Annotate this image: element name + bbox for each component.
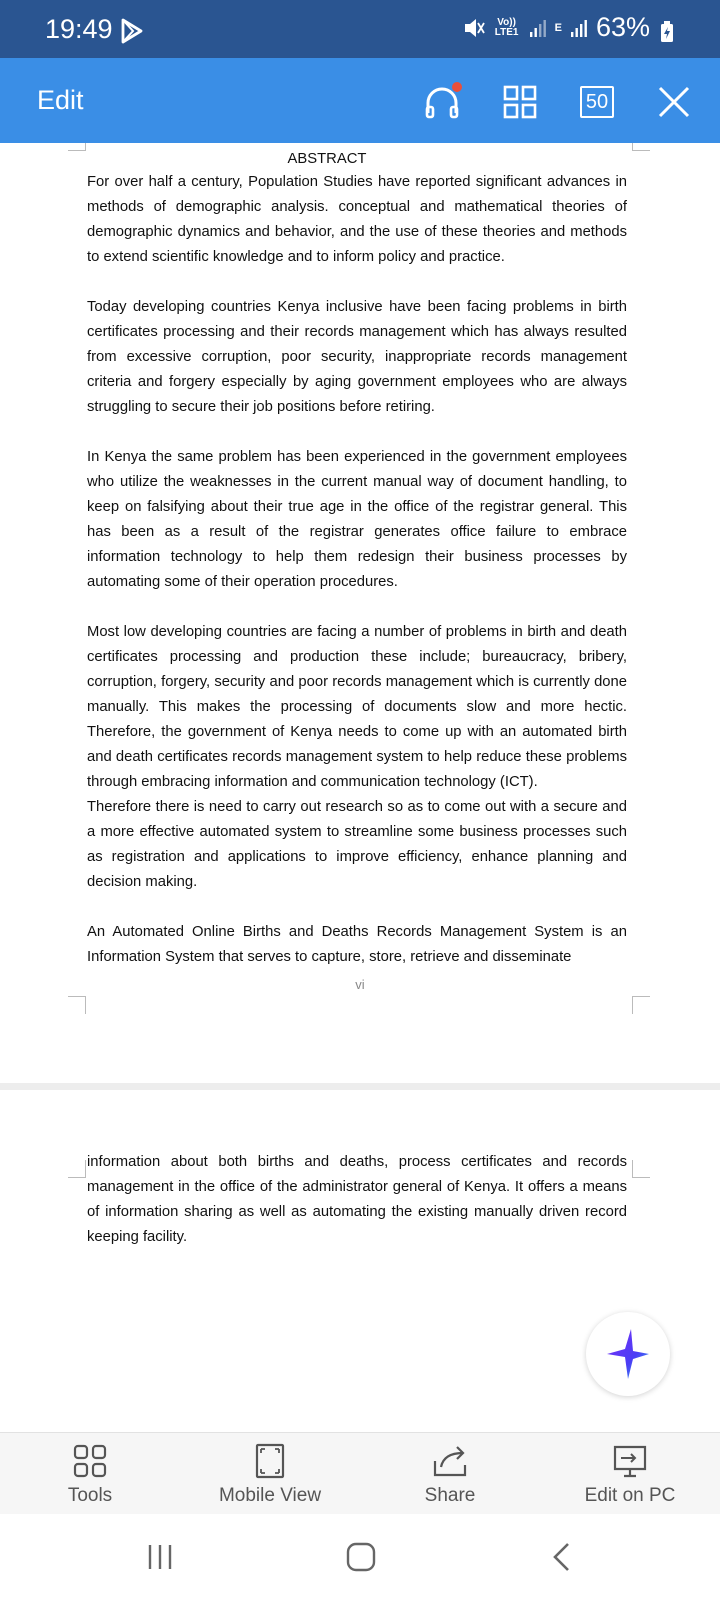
- paragraph: An Automated Online Births and Deaths Records Management System is an Information System that serves to capture, store, retrieve and disseminate: [87, 924, 627, 965]
- signal-icon-2: [570, 18, 588, 38]
- status-icons: [463, 12, 650, 43]
- edit-on-pc-label: Edit on PC: [584, 1485, 676, 1506]
- page-number: vi: [355, 977, 365, 992]
- paragraph: In Kenya the same problem has been experienced in the government employees who utilize the weaknesses in the current manual way of document handling, to keep on falsifying about their true age in the office of the registrar general. This has been as a result of the registrar generates office failure to embrace information technology to help them redesign their business processes by automating some of their operation procedures.: [87, 449, 627, 590]
- crop-mark: [68, 143, 86, 151]
- page-1-text: [87, 170, 627, 970]
- monitor-icon: [611, 1443, 649, 1479]
- close-icon: [657, 85, 691, 119]
- document-view[interactable]: [0, 143, 720, 1432]
- system-nav-bar: [0, 1514, 720, 1600]
- edit-on-pc-button[interactable]: [540, 1433, 720, 1514]
- recent-apps-button[interactable]: [140, 1540, 180, 1574]
- play-store-icon: [120, 18, 144, 49]
- listen-button[interactable]: [418, 78, 466, 126]
- mobile-view-label: Mobile View: [218, 1485, 322, 1506]
- network-label: Vo)) LTE1: [494, 16, 519, 38]
- tools-label: Tools: [67, 1485, 113, 1506]
- status-time: 19:49: [45, 14, 113, 44]
- mute-icon: [463, 16, 485, 40]
- crop-mark: [632, 143, 650, 151]
- crop-mark: [68, 1160, 86, 1178]
- ai-assistant-button[interactable]: [586, 1312, 670, 1396]
- grid-icon: [502, 84, 538, 120]
- back-button[interactable]: [542, 1540, 582, 1574]
- notification-badge: [452, 82, 462, 92]
- paragraph: Therefore there is need to carry out research so as to come out with a secure and a more effective automated system to streamline some business processes such as registration and applications to improve efficiency, enhance planning and decision making.: [87, 799, 627, 890]
- page-count-button[interactable]: [573, 78, 621, 126]
- sparkle-icon: [605, 1327, 651, 1381]
- home-icon: [346, 1542, 376, 1572]
- page-count: 50: [580, 86, 614, 118]
- crop-mark: [68, 996, 86, 1014]
- mobile-view-icon: [252, 1443, 288, 1479]
- grid-view-button[interactable]: [496, 78, 544, 126]
- tools-icon: [72, 1443, 108, 1479]
- battery-percent: 63%: [595, 12, 650, 42]
- tools-button[interactable]: [0, 1433, 180, 1514]
- crop-mark: [632, 996, 650, 1014]
- recent-apps-icon: [145, 1543, 175, 1571]
- share-button[interactable]: [360, 1433, 540, 1514]
- close-button[interactable]: [650, 78, 698, 126]
- page-2-text: [87, 1150, 627, 1250]
- signal-icon-1: [529, 18, 547, 38]
- abstract-heading: ABSTRACT: [287, 151, 367, 167]
- battery-icon: [660, 21, 674, 48]
- paragraph: For over half a century, Population Studies have reported significant advances in methods of demographic analysis. conceptual and mathematical theories of demographic dynamics and behavior, and the use of these theories and methods to extend scientific knowledge and to inform policy and practice.: [87, 174, 627, 265]
- page-separator: [0, 1083, 720, 1090]
- app-title: Edit: [37, 85, 84, 115]
- share-icon: [431, 1443, 469, 1479]
- paragraph: information about both births and deaths, process certificates and records management in the office of the administrator general of Kenya. It offers a means of information sharing as well as automating the existing manually driven record keeping facility.: [87, 1154, 627, 1245]
- back-icon: [551, 1542, 573, 1572]
- mobile-view-button[interactable]: [180, 1433, 360, 1514]
- bottom-toolbar: [0, 1432, 720, 1514]
- status-bar: [0, 0, 720, 58]
- share-label: Share: [424, 1485, 476, 1506]
- data-label: E: [554, 21, 562, 34]
- paragraph: Today developing countries Kenya inclusive have been facing problems in birth certificates processing and their records management which has always resulted from excessive corruption, poor security, inappropriate records management criteria and forgery especially by aging government employees who are always struggling to secure their job positions before retiring.: [87, 299, 627, 415]
- crop-mark: [632, 1160, 650, 1178]
- app-bar: [0, 58, 720, 143]
- home-button[interactable]: [341, 1540, 381, 1574]
- paragraph: Most low developing countries are facing a number of problems in birth and death certificates processing and production these include; bureaucracy, bribery, corruption, forgery, security and poor records management which is currently done manually. This makes the processing of documents slow and more hectic. Therefore, the government of Kenya needs to come up with an automated birth and death certificates records management system to help reduce these problems through embracing information and communication technology (ICT).: [87, 624, 627, 790]
